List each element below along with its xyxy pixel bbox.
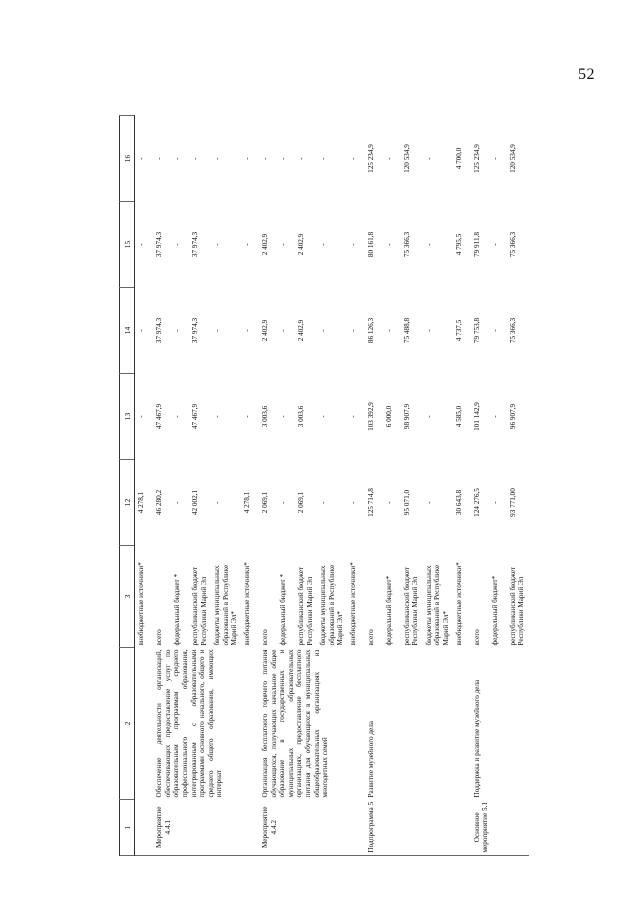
- col-header: 15: [120, 202, 135, 288]
- funding-source: бюджеты муниципальных образований в Республике Марий Эл*: [318, 564, 345, 646]
- value-cell: -: [242, 243, 251, 246]
- value-cell: 120 534,9: [402, 144, 411, 173]
- value-cell: 75 488,8: [402, 317, 411, 344]
- row-name: Поддержка и развитие музейного дела: [472, 679, 481, 798]
- funding-source: федеральный бюджет*: [384, 575, 393, 646]
- value-cell: -: [424, 501, 433, 504]
- value-cell: -: [260, 157, 269, 160]
- value-cell: 124 276,5: [472, 488, 481, 517]
- col-header: 14: [120, 288, 135, 374]
- funding-source: республиканский бюджет Республики Марий Эл: [508, 566, 526, 646]
- value-cell: 37 974,3: [155, 231, 163, 258]
- value-cell: 42 002,1: [191, 489, 199, 516]
- row-name: Обеспечение деятельности организаций, обеспечивающих предоставление услуг по образовательным программам среднего профессионального образования, интегрированным с образовательными программами основного начального, общего и среднего общего образования, имеющих интернат: [155, 649, 224, 798]
- value-cell: -: [137, 329, 145, 332]
- value-cell: -: [348, 329, 357, 332]
- funding-source: всего: [260, 629, 269, 646]
- budget-table: [119, 115, 529, 856]
- value-cell: -: [213, 243, 221, 246]
- value-cell: -: [213, 329, 221, 332]
- value-cell: 3 003,6: [260, 405, 269, 428]
- value-cell: -: [424, 243, 433, 246]
- value-cell: 4 737,5: [454, 319, 463, 342]
- value-cell: -: [242, 415, 251, 418]
- value-cell: -: [424, 157, 433, 160]
- rotated-table-container: [119, 116, 539, 856]
- row-name: Организация бесплатного горячего питания обучающихся, получающих начальное общее образование в государственных и муниципальных образовательных организациях, предоставление бесплатного питания для обучающихся в муниципальных общеобразовательных организациях из многодетных семей: [260, 649, 330, 798]
- value-cell: 2 402,9: [296, 319, 305, 342]
- value-cell: 79 753,8: [472, 317, 481, 344]
- value-cell: 37 974,3: [191, 231, 199, 258]
- funding-source: бюджеты муниципальных образований в Республике Марий Эл*: [424, 564, 451, 646]
- value-cell: 3 003,6: [296, 405, 305, 428]
- value-cell: -: [384, 157, 393, 160]
- value-cell: 4 795,5: [454, 233, 463, 256]
- value-cell: 47 467,9: [155, 403, 163, 430]
- value-cell: 4 278,1: [242, 491, 251, 514]
- value-cell: -: [155, 157, 163, 160]
- col-header: 2: [120, 648, 135, 800]
- value-cell: 4 278,1: [137, 491, 145, 514]
- value-cell: -: [348, 243, 357, 246]
- col-header: 12: [120, 460, 135, 546]
- value-cell: -: [490, 329, 499, 332]
- col-header: 3: [120, 546, 135, 648]
- header-row: [120, 116, 135, 856]
- table-row: [259, 116, 277, 856]
- value-cell: 79 911,8: [472, 232, 481, 257]
- value-cell: -: [490, 157, 499, 160]
- funding-source: федеральный бюджет *: [173, 573, 181, 646]
- value-cell: 75 366,3: [402, 231, 411, 258]
- row-name: Развитие музейного дела: [366, 721, 375, 798]
- value-cell: -: [173, 157, 181, 160]
- value-cell: -: [213, 415, 221, 418]
- value-cell: -: [348, 501, 357, 504]
- value-cell: 46 280,2: [155, 489, 163, 516]
- value-cell: -: [318, 243, 327, 246]
- funding-source: республиканский бюджет Республики Марий Эл: [402, 566, 420, 646]
- row-code: Мероприятие 4.4.2: [259, 800, 365, 856]
- value-cell: -: [318, 329, 327, 332]
- value-cell: -: [278, 329, 287, 332]
- funding-source: федеральный бюджет*: [490, 575, 499, 646]
- value-cell: -: [137, 415, 145, 418]
- value-cell: -: [384, 329, 393, 332]
- value-cell: 75 366,3: [508, 231, 517, 258]
- funding-source: всего: [472, 629, 481, 646]
- value-cell: -: [490, 243, 499, 246]
- value-cell: 93 771,00: [508, 488, 517, 517]
- value-cell: 125 714,8: [366, 488, 375, 517]
- funding-source: всего: [366, 629, 375, 646]
- value-cell: 37 974,3: [191, 317, 199, 344]
- row-code: Подпрограмма 5: [365, 800, 471, 856]
- row-code: [135, 800, 154, 856]
- value-cell: -: [384, 243, 393, 246]
- value-cell: 98 907,9: [402, 403, 411, 430]
- page-number: 52: [578, 66, 595, 83]
- value-cell: -: [213, 157, 221, 160]
- value-cell: -: [191, 157, 199, 160]
- value-cell: 6 000,0: [384, 405, 393, 428]
- value-cell: -: [278, 415, 287, 418]
- value-cell: -: [278, 501, 287, 504]
- value-cell: 80 161,8: [366, 231, 375, 258]
- value-cell: -: [173, 243, 181, 246]
- value-cell: 2 402,9: [260, 233, 269, 256]
- value-cell: -: [424, 415, 433, 418]
- col-header: 16: [120, 116, 135, 202]
- value-cell: -: [278, 157, 287, 160]
- funding-source: всего: [155, 629, 163, 646]
- value-cell: -: [137, 243, 145, 246]
- col-header: 1: [120, 800, 135, 856]
- funding-source: федеральный бюджет *: [278, 573, 287, 646]
- value-cell: -: [173, 415, 181, 418]
- value-cell: -: [318, 501, 327, 504]
- value-cell: -: [242, 157, 251, 160]
- row-name: [135, 648, 154, 800]
- funding-source: республиканский бюджет Республики Марий Эл: [191, 566, 208, 646]
- value-cell: 37 974,3: [155, 317, 163, 344]
- value-cell: -: [173, 329, 181, 332]
- value-cell: -: [490, 501, 499, 504]
- value-cell: 120 534,9: [508, 144, 517, 173]
- value-cell: -: [296, 157, 305, 160]
- value-cell: 4 700,0: [454, 147, 463, 170]
- funding-source: внебюджетные источники*: [242, 562, 251, 646]
- row-code: Мероприятие 4.4.1: [153, 800, 259, 856]
- value-cell: -: [173, 501, 181, 504]
- value-cell: 101 142,9: [472, 402, 481, 431]
- value-cell: -: [424, 329, 433, 332]
- value-cell: 95 071,0: [402, 489, 411, 516]
- value-cell: -: [348, 415, 357, 418]
- value-cell: -: [242, 329, 251, 332]
- value-cell: -: [384, 501, 393, 504]
- row-code: Основное мероприятие 5.1: [471, 800, 529, 856]
- value-cell: -: [137, 157, 145, 160]
- funding-source: внебюджетные источники*: [137, 562, 145, 646]
- value-cell: 96 907,9: [508, 403, 517, 430]
- funding-source: внебюджетные источники*: [454, 562, 463, 646]
- value-cell: 125 234,9: [366, 144, 375, 173]
- value-cell: 103 392,9: [366, 402, 375, 431]
- table-body: [135, 116, 529, 856]
- value-cell: 125 234,9: [472, 144, 481, 173]
- value-cell: 2 069,1: [260, 491, 269, 514]
- value-cell: -: [213, 501, 221, 504]
- value-cell: 2 402,9: [296, 233, 305, 256]
- value-cell: -: [318, 157, 327, 160]
- funding-source: республиканский бюджет Республики Марий Эл: [296, 566, 314, 646]
- value-cell: 30 643,8: [454, 489, 463, 516]
- value-cell: -: [278, 243, 287, 246]
- value-cell: -: [318, 415, 327, 418]
- value-cell: -: [490, 415, 499, 418]
- value-cell: 4 585,0: [454, 405, 463, 428]
- table-row: [365, 116, 383, 856]
- col-header: 13: [120, 374, 135, 460]
- table-row: [153, 116, 171, 856]
- value-cell: 2 402,9: [260, 319, 269, 342]
- value-cell: 47 467,9: [191, 403, 199, 430]
- table-row: [471, 116, 489, 856]
- value-cell: 75 366,3: [508, 317, 517, 344]
- table-row: [135, 116, 154, 856]
- funding-source: внебюджетные источники*: [348, 562, 357, 646]
- value-cell: 86 126,3: [366, 317, 375, 344]
- value-cell: 2 069,1: [296, 491, 305, 514]
- funding-source: бюджеты муниципальных образований в Республике Марий Эл*: [213, 564, 239, 646]
- value-cell: -: [348, 157, 357, 160]
